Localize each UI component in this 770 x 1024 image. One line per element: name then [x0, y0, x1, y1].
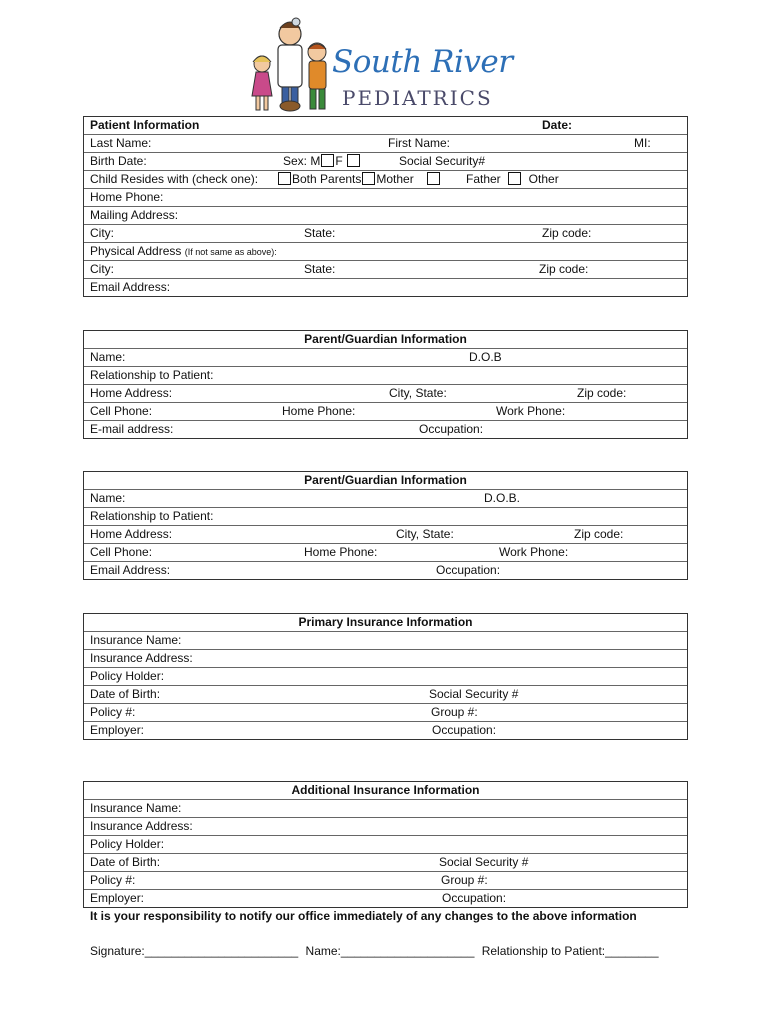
patient-information-section [83, 116, 688, 297]
section-title: Parent/Guardian Information [304, 473, 467, 487]
pi-holder-row [84, 668, 687, 686]
logo [240, 14, 513, 114]
g1-relationship-label[interactable]: Relationship to Patient: [90, 368, 214, 382]
g2-city-state-label[interactable]: City, State: [396, 527, 454, 541]
sex-label: Sex: [283, 154, 308, 168]
mi-label[interactable]: MI: [634, 136, 651, 150]
relationship-field[interactable]: Relationship to Patient:________ [481, 944, 659, 958]
ai-occupation-label[interactable]: Occupation: [442, 891, 507, 905]
email-row [84, 279, 687, 296]
pi-occupation-label[interactable]: Occupation: [432, 723, 497, 737]
first-name-label[interactable]: First Name: [388, 136, 451, 150]
g2-home-phone-label[interactable]: Home Phone: [304, 545, 378, 559]
section-title: Patient Information [90, 118, 200, 132]
state-label-2[interactable]: State: [304, 262, 336, 276]
ai-dob-label[interactable]: Date of Birth: [90, 855, 161, 869]
g2-email-row [84, 562, 687, 579]
logo-subtitle: PEDIATRICS [342, 86, 493, 110]
zip-label[interactable]: Zip code: [542, 226, 592, 240]
section-title: Primary Insurance Information [298, 615, 473, 629]
ai-insurance-name-label[interactable]: Insurance Name: [90, 801, 182, 815]
pi-policy-row [84, 704, 687, 722]
sex-m-checkbox[interactable] [321, 154, 334, 167]
ai-policy-row [84, 872, 687, 890]
physical-address-label[interactable] [90, 244, 277, 260]
kids-doctor-illustration-icon [240, 14, 340, 114]
g1-phone-row [84, 403, 687, 421]
pi-ssn-label[interactable]: Social Security # [429, 687, 519, 701]
section-title: Additional Insurance Information [291, 783, 480, 797]
birth-row [84, 153, 687, 171]
guardian-2-section [83, 471, 688, 580]
physical-address-text: Physical Address [90, 244, 182, 258]
g2-name-row [84, 490, 687, 508]
g2-zip-label[interactable]: Zip code: [574, 527, 624, 541]
city-row-2 [84, 261, 687, 279]
father-checkbox-icon[interactable] [427, 172, 440, 185]
email-label[interactable]: Email Address: [90, 280, 171, 294]
signature-line [90, 944, 663, 958]
ai-name-row [84, 800, 687, 818]
ai-policy-label[interactable]: Policy #: [90, 873, 136, 887]
resides-label: Child Resides with (check one): [90, 172, 259, 186]
g1-address-row [84, 385, 687, 403]
both-parents-checkbox[interactable] [278, 172, 291, 185]
sex-m-label: M [310, 154, 321, 168]
g2-occupation-label[interactable]: Occupation: [436, 563, 501, 577]
mother-label: Mother [376, 172, 414, 186]
guardian-2-header [84, 472, 687, 490]
pi-dob-row [84, 686, 687, 704]
primary-insurance-header [84, 614, 687, 632]
g1-relationship-row [84, 367, 687, 385]
signature-field[interactable]: Signature:_______________________ [90, 944, 299, 958]
pi-address-row [84, 650, 687, 668]
additional-insurance-header [84, 782, 687, 800]
ai-address-row [84, 818, 687, 836]
pi-group-label[interactable]: Group #: [431, 705, 478, 719]
mother-checkbox[interactable] [362, 172, 375, 185]
mailing-row [84, 207, 687, 225]
mailing-address-label[interactable]: Mailing Address: [90, 208, 179, 222]
other-checkbox[interactable] [508, 172, 521, 185]
guardian-1-section [83, 330, 688, 439]
patient-header-row [84, 117, 687, 135]
pi-employer-label[interactable]: Employer: [90, 723, 145, 737]
g1-name-row [84, 349, 687, 367]
name-row [84, 135, 687, 153]
ssn-label[interactable]: Social Security# [399, 154, 486, 168]
g2-home-address-label[interactable]: Home Address: [90, 527, 173, 541]
resides-row [84, 171, 687, 189]
g1-occupation-label[interactable]: Occupation: [419, 422, 484, 436]
g1-dob-label[interactable]: D.O.B [469, 350, 502, 364]
section-title: Parent/Guardian Information [304, 332, 467, 346]
guardian-1-header [84, 331, 687, 349]
pi-insurance-name-label[interactable]: Insurance Name: [90, 633, 182, 647]
resides-options [277, 172, 441, 187]
pi-policy-holder-label[interactable]: Policy Holder: [90, 669, 165, 683]
g1-city-state-label[interactable]: City, State: [389, 386, 447, 400]
ai-employer-label[interactable]: Employer: [90, 891, 145, 905]
city-label-2[interactable]: City: [90, 262, 114, 276]
ai-group-label[interactable]: Group #: [441, 873, 488, 887]
g2-cell-label[interactable]: Cell Phone: [90, 545, 153, 559]
home-phone-label[interactable]: Home Phone: [90, 190, 164, 204]
g1-cell-label[interactable]: Cell Phone: [90, 404, 153, 418]
g2-address-row [84, 526, 687, 544]
g1-name-label[interactable]: Name: [90, 350, 126, 364]
state-label[interactable]: State: [304, 226, 336, 240]
sex-field [283, 154, 361, 169]
other-option [507, 172, 559, 187]
other-label: Other [528, 172, 559, 186]
pi-dob-label[interactable]: Date of Birth: [90, 687, 161, 701]
responsibility-note: It is your responsibility to notify our office immediately of any changes to the above information [90, 909, 637, 923]
g1-work-phone-label[interactable]: Work Phone: [496, 404, 566, 418]
logo-name: South River [332, 44, 513, 80]
father-label: Father [466, 172, 501, 186]
additional-insurance-section [83, 781, 688, 908]
birth-date-label[interactable]: Birth Date: [90, 154, 147, 168]
g2-work-phone-label[interactable]: Work Phone: [499, 545, 569, 559]
ai-policy-holder-label[interactable]: Policy Holder: [90, 837, 165, 851]
g2-name-label[interactable]: Name: [90, 491, 126, 505]
last-name-label[interactable]: Last Name: [90, 136, 152, 150]
ai-insurance-address-label[interactable]: Insurance Address: [90, 819, 193, 833]
sex-f-label: F [335, 154, 343, 168]
ai-dob-row [84, 854, 687, 872]
pi-policy-label[interactable]: Policy #: [90, 705, 136, 719]
physical-row [84, 243, 687, 261]
g2-email-label[interactable]: Email Address: [90, 563, 171, 577]
g2-phone-row [84, 544, 687, 562]
g1-home-address-label[interactable]: Home Address: [90, 386, 173, 400]
home-phone-row [84, 189, 687, 207]
name-field[interactable]: Name:____________________ [305, 944, 475, 958]
pi-employer-row [84, 722, 687, 739]
both-parents-label: Both Parents [292, 172, 362, 186]
zip-label-2[interactable]: Zip code: [539, 262, 589, 276]
pi-name-row [84, 632, 687, 650]
ai-ssn-label[interactable]: Social Security # [439, 855, 529, 869]
physical-note: (If not same as above): [184, 247, 277, 257]
sex-f-checkbox[interactable] [347, 154, 360, 167]
date-label: Date: [542, 118, 573, 132]
ai-employer-row [84, 890, 687, 907]
city-row [84, 225, 687, 243]
g2-dob-label[interactable]: D.O.B. [484, 491, 521, 505]
g1-zip-label[interactable]: Zip code: [577, 386, 627, 400]
g2-relationship-label[interactable]: Relationship to Patient: [90, 509, 214, 523]
city-label[interactable]: City: [90, 226, 114, 240]
pi-insurance-address-label[interactable]: Insurance Address: [90, 651, 193, 665]
g1-email-label[interactable]: E-mail address: [90, 422, 174, 436]
ai-holder-row [84, 836, 687, 854]
g1-email-row [84, 421, 687, 438]
g1-home-phone-label[interactable]: Home Phone: [282, 404, 356, 418]
primary-insurance-section [83, 613, 688, 740]
g2-relationship-row [84, 508, 687, 526]
